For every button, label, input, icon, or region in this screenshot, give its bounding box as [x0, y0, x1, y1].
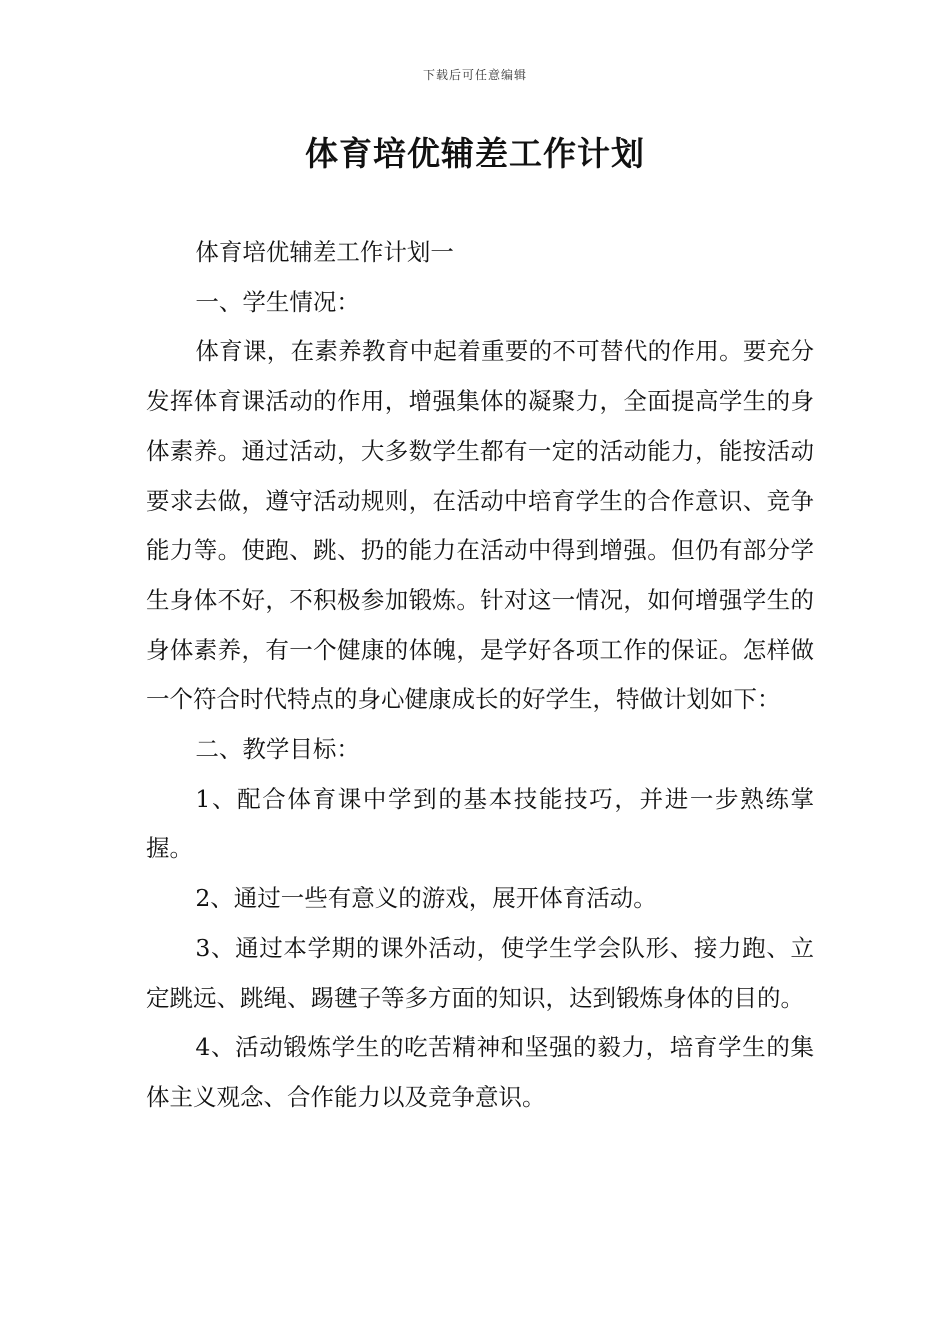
- section-heading-student-situation: 一、学生情况：: [195, 287, 360, 316]
- goal-item-1: 1、配合体育课中学到的基本技能技巧，并进一步熟练掌握。: [146, 784, 814, 863]
- section-heading-teaching-goals: 二、教学目标：: [195, 735, 360, 764]
- body-paragraph: 体育课，在素养教育中起着重要的不可替代的作用。要充分发挥体育课活动的作用，增强集体的凝聚力，全面提高学生的身体素养。通过活动，大多数学生都有一定的活动能力，能按活动要求去做，遵守活动规则，在活动中培育学生的合作意识、竞争能力等。使跑、跳、扔的能力在活动中得到增强。但仍有部分学生身体不好，不积极参加锻炼。针对这一情况，如何增强学生的身体素养，有一个健康的体魄，是学好各项工作的保证。怎样做一个符合时代特点的身心健康成长的好学生，特做计划如下：: [146, 337, 814, 714]
- document-title: 体育培优辅差工作计划: [305, 134, 645, 173]
- subtitle-paragraph: 体育培优辅差工作计划一: [195, 238, 454, 266]
- goal-item-3: 3、通过本学期的课外活动，使学生学会队形、接力跑、立定跳远、跳绳、踢毽子等多方面的知识，达到锻炼身体的目的。: [146, 933, 814, 1012]
- goal-item-2: 2、通过一些有意义的游戏，展开体育活动。: [195, 884, 657, 913]
- goal-item-4: 4、活动锻炼学生的吃苦精神和坚强的毅力，培育学生的集体主义观念、合作能力以及竞争意识。: [146, 1033, 814, 1111]
- header-note: 下载后可任意编辑: [422, 68, 527, 82]
- document-body: [146, 228, 814, 1123]
